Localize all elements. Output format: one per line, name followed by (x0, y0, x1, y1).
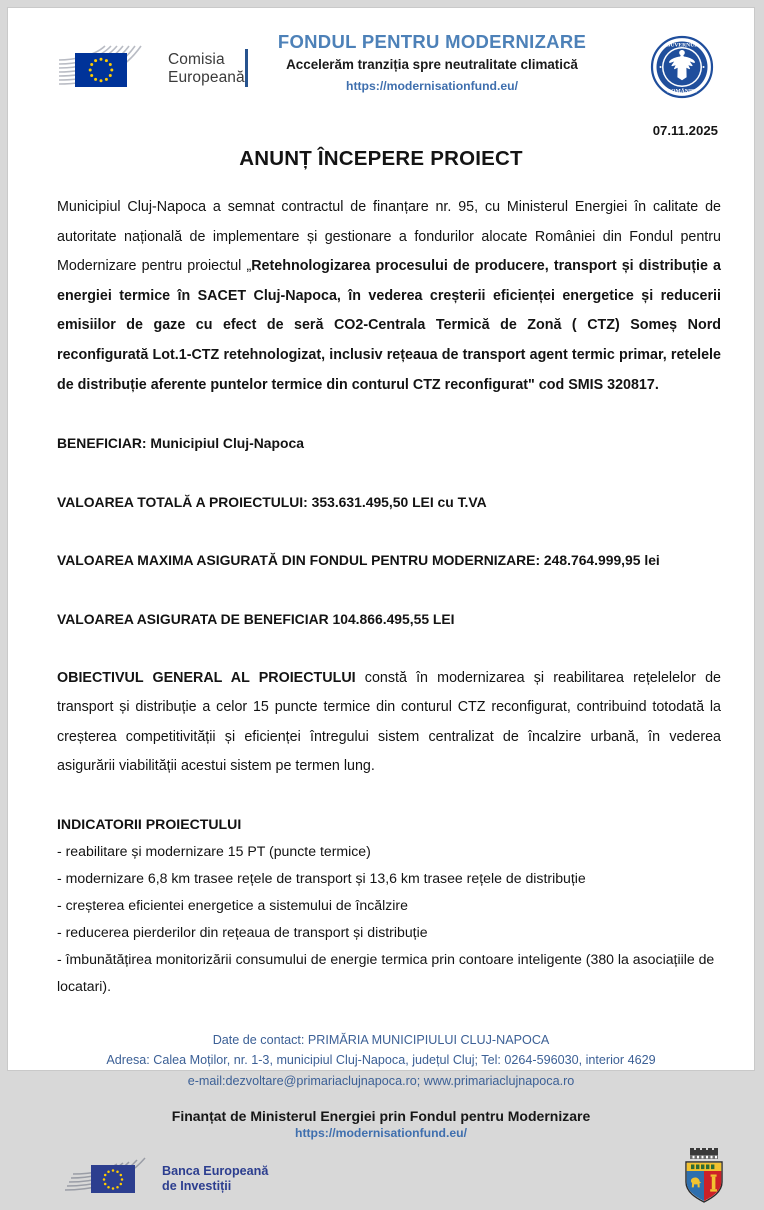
objective-label: OBIECTIVUL GENERAL AL PROIECTULUI (57, 669, 356, 686)
mural-crown-icon (690, 1148, 718, 1159)
objective-paragraph (57, 664, 721, 782)
ec-logo-line1: Comisia (168, 51, 225, 68)
cluj-napoca-coat-of-arms (680, 1146, 728, 1204)
european-commission-logo (57, 40, 253, 96)
spacer (57, 459, 721, 488)
indicator-item: - îmbunătățirea monitorizării consumului de energie termica prin contoare inteligente (380 la asociațiile de locatari). (57, 950, 715, 994)
fund-url[interactable]: https://modernisationfund.eu/ (346, 79, 518, 93)
project-name: Retehnologizarea procesului de producere, transport și distribuție a energiei termice în SACET Cluj-Napoca, în vederea creșterii eficienței energetice și reducerii emisiilor de gaze cu efect de seră CO2-Centrala Termică de Zonă ( CTZ) Someș Nord reconfigurată Lot.1-CTZ retehnologizat, inclusiv rețeaua de transport agent termic primar, retelele de distribuție aferente puntelor termice din conturul CTZ reconfigurat" cod SMIS 320817. (57, 258, 721, 393)
document-body (57, 193, 721, 1000)
spacer (57, 517, 721, 546)
fund-subtitle: Accelerăm tranziția spre neutralitate climatică (286, 57, 578, 72)
financing-url[interactable]: https://modernisationfund.eu/ (295, 1126, 467, 1141)
ec-logo-line2: Europeană (168, 68, 245, 86)
document-date: 07.11.2025 (652, 123, 718, 138)
field-valoare-totala: VALOAREA TOTALĂ A PROIECTULUI: 353.631.495,50 LEI cu T.VA (57, 493, 487, 510)
spacer (57, 635, 721, 664)
contact-line-2: Adresa: Calea Moților, nr. 1-3, municipiul Cluj-Napoca, județul Cluj; Tel: 0264-596030, interior 4629 (106, 1053, 656, 1068)
eib-logo-label (162, 1164, 268, 1194)
footer-logos (8, 1146, 754, 1210)
intro-paragraph (57, 193, 721, 400)
intro-text: Municipiul Cluj-Napoca a semnat contractul de finanțare nr. 95, cu Ministerul Energiei în calitate de autoritate națională de implementare și gestionare a fondurilor alocate României din Fondul pentru Modernizare pentru proiectul „ (57, 199, 721, 275)
contact-block (8, 1030, 754, 1092)
contact-line-1: Date de contact: PRIMĂRIA MUNICIPIULUI CLUJ-NAPOCA (212, 1032, 550, 1047)
field-beneficiar: BENEFICIAR: Municipiul Cluj-Napoca (57, 435, 304, 452)
spacer (57, 400, 721, 429)
fund-title: FONDUL PENTRU MODERNIZARE (277, 31, 587, 52)
indicator-item: - reabilitare și modernizare 15 PT (puncte termice) (57, 842, 371, 859)
spacer (57, 782, 721, 811)
page-title: ANUNȚ ÎNCEPERE PROIECT (239, 147, 523, 170)
indicator-item: - creșterea eficientei energetice a sistemului de încălzire (57, 896, 408, 913)
fund-title-block (256, 30, 608, 97)
document-header (8, 30, 754, 108)
european-investment-bank-logo (63, 1150, 293, 1202)
eib-logo-line1: Banca Europeană (162, 1164, 269, 1179)
field-valoare-beneficiar: VALOAREA ASIGURATA DE BENEFICIAR 104.866.495,55 LEI (57, 610, 455, 627)
romanian-government-seal (651, 36, 713, 98)
indicator-item: - modernizare 6,8 km trasee rețele de transport și 13,6 km trasee rețele de distribuție (57, 869, 586, 886)
field-valoare-maxima-fond: VALOAREA MAXIMA ASIGURATĂ DIN FONDUL PENTRU MODERNIZARE: 248.764.999,95 lei (57, 552, 660, 569)
indicators-heading: INDICATORII PROIECTULUI (57, 815, 242, 832)
document-page (7, 7, 755, 1194)
objective-text: constă în modernizarea și reabilitarea rețelelelor de transport și distribuție a celor 15 puncte termice din conturul CTZ reconfigurat, contribuind totodată la creșterea competitivității și eficienței întregului sistem centralizat de încalzire urbană, în vederea asigurării viabilității acestui sistem pe termen lung. (57, 669, 721, 775)
ec-logo-divider (245, 49, 248, 87)
seal-top-text: GUVERNUL (665, 42, 699, 49)
ec-logo-label (168, 51, 245, 86)
contact-line-3: e-mail:dezvoltare@primariaclujnapoca.ro; www.primariaclujnapoca.ro (187, 1073, 575, 1088)
financing-line: Finanțat de Ministerul Energiei prin Fondul pentru Modernizare (171, 1108, 591, 1125)
seal-bottom-text: ROMÂNIEI (667, 88, 697, 95)
eib-logo-line2: de Investiții (162, 1179, 232, 1194)
indicator-item: - reducerea pierderilor din rețeaua de transport și distribuție (57, 923, 428, 940)
spacer (57, 576, 721, 605)
